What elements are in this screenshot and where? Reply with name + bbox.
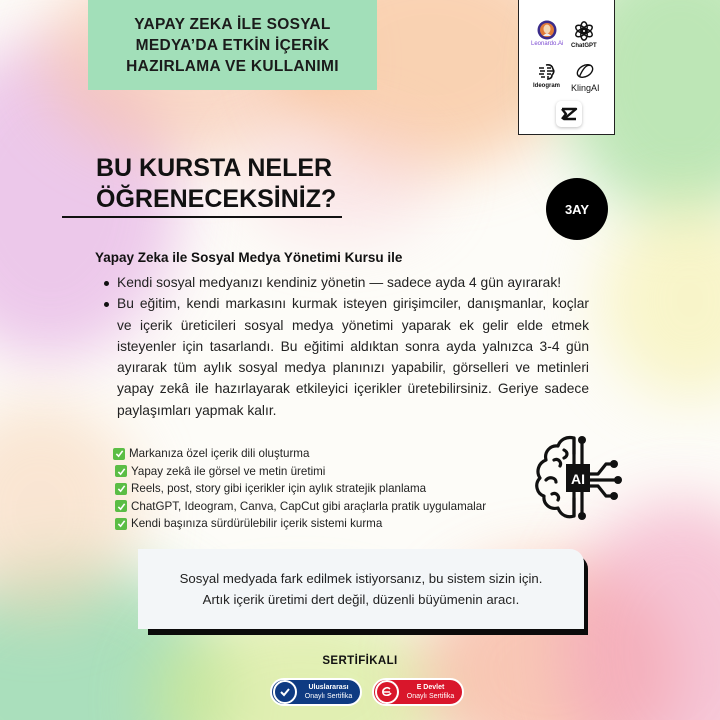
international-certificate-badge xyxy=(270,678,362,706)
heading-line: ÖĞRENECEKSİNİZ? xyxy=(96,185,337,213)
checkmark-icon xyxy=(115,518,127,530)
tool-ideogram xyxy=(533,62,560,89)
checkmark-icon xyxy=(115,483,127,495)
ai-label: AI xyxy=(571,471,585,487)
chatgpt-logo-icon xyxy=(573,20,595,42)
tool-label: Leonardo.Ai xyxy=(531,41,564,47)
badge-line1: E Devlet xyxy=(416,684,445,691)
checklist-text: Markanıza özel içerik dili oluşturma xyxy=(129,447,310,461)
quote-line: Artık içerik üretimi dert değil, düzenli büyümenin aracı. xyxy=(202,592,520,607)
tool-capcut xyxy=(556,101,582,127)
heading-line: BU KURSTA NELER xyxy=(96,154,333,182)
checkmark-circle-icon xyxy=(273,680,297,704)
e-devlet-logo-icon xyxy=(375,680,399,704)
certification-title: SERTİFİKALI xyxy=(322,655,398,667)
checkmark-icon xyxy=(115,500,127,512)
course-title-line: MEDYA’DA ETKİN İÇERİK xyxy=(135,36,330,54)
checklist-item xyxy=(115,515,486,533)
checkmark-icon xyxy=(115,465,127,477)
ideogram-logo-icon xyxy=(537,62,557,82)
intro-bullet: Kendi sosyal medyanızı kendiniz yönetin — sadece ayda 4 gün ayırarak! xyxy=(101,272,589,293)
tool-label: KlingAI xyxy=(571,83,600,93)
quote-box xyxy=(138,549,584,629)
intro-title: Yapay Zeka ile Sosyal Medya Yönetimi Kursu ile xyxy=(95,250,403,265)
benefits-checklist xyxy=(113,445,486,533)
heading-underline xyxy=(62,216,342,218)
section-heading xyxy=(96,153,336,215)
checklist-text: ChatGPT, Ideogram, Canva, CapCut gibi araçlarla pratik uygulamalar xyxy=(131,499,487,513)
checklist-text: Yapay zekâ ile görsel ve metin üretimi xyxy=(131,464,326,478)
capcut-logo-icon xyxy=(560,106,578,122)
course-title-line: HAZIRLAMA VE KULLANIMI xyxy=(126,57,339,75)
quote-line: Sosyal medyada fark edilmek istiyorsanız, bu sistem sizin için. xyxy=(179,571,543,586)
course-title-line: YAPAY ZEKA İLE SOSYAL xyxy=(134,15,331,33)
ai-brain-icon xyxy=(528,430,626,526)
tool-label: Ideogram xyxy=(533,83,561,89)
checklist-text: Kendi başınıza sürdürülebilir içerik sistemi kurma xyxy=(131,517,383,531)
checklist-item xyxy=(115,463,486,481)
intro-bullet: Bu eğitim, kendi markasını kurmak isteyen girişimciler, danışmanlar, koçlar ve içerik üreticileri sosyal medya yönetimi yaparak ek gelir elde etmek isteyenler için tasarlandı. Bu eğitimi aldıktan sonra ayda yalnızca 3-4 gün ayırarak tüm aylık sosyal medya planınızı yapabilir, görselleri ve metinleri yapay zekâ ile hazırlayarak etkileyici içerikler üretebilirsiniz. Geriye sadece paylaşımları yapmak kalır. xyxy=(101,293,589,421)
checklist-item xyxy=(115,498,486,516)
tool-leonardo xyxy=(531,20,563,47)
e-devlet-certificate-badge xyxy=(372,678,464,706)
badge-line2: Onaylı Sertifika xyxy=(304,693,353,700)
checklist-text: Reels, post, story gibi içerikler için aylık stratejik planlama xyxy=(131,482,427,496)
checklist-item xyxy=(115,480,486,498)
checklist-item xyxy=(113,445,486,463)
badge-line2: Onaylı Sertifika xyxy=(406,693,455,700)
tool-label: ChatGPT xyxy=(571,43,597,49)
leonardo-ai-logo-icon xyxy=(537,20,557,40)
badge-line1: Uluslararası xyxy=(308,684,349,691)
tool-chatgpt xyxy=(571,20,597,49)
tools-logo-panel xyxy=(518,0,615,135)
course-title-box xyxy=(88,0,377,90)
tool-klingai xyxy=(571,60,600,93)
checkmark-icon xyxy=(113,448,125,460)
intro-bullet-list xyxy=(101,272,589,421)
duration-badge: 3AY xyxy=(546,178,608,240)
klingai-logo-icon xyxy=(574,60,596,82)
